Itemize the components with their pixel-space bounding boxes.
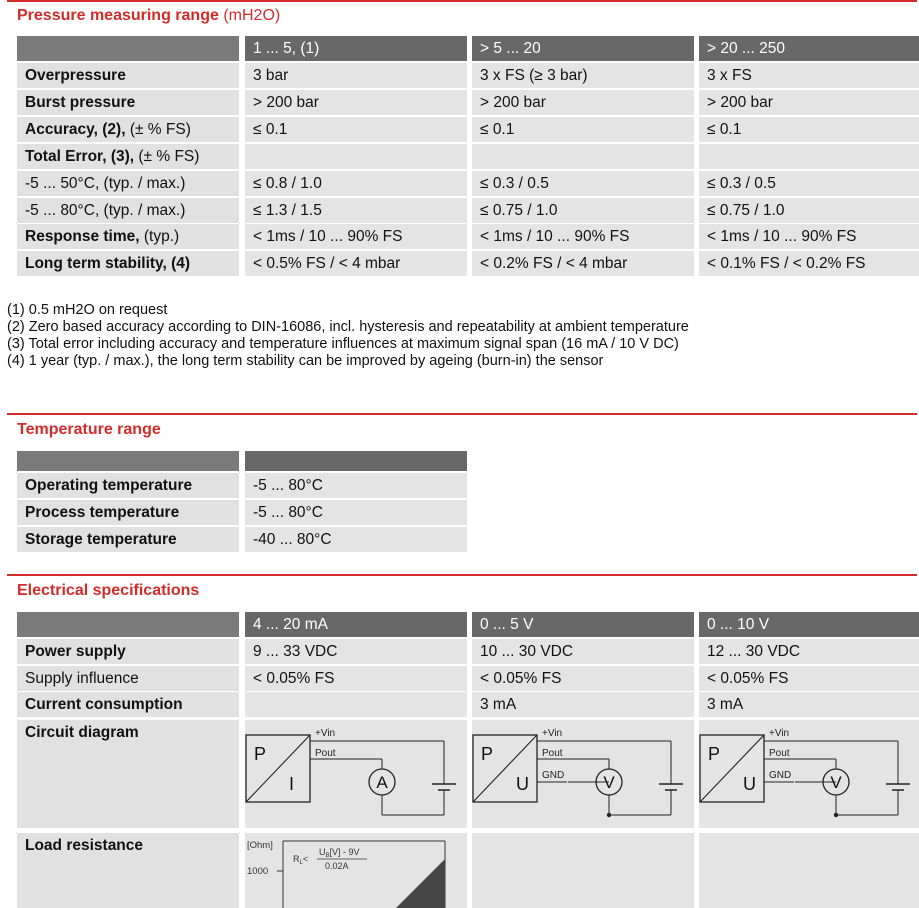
footnote: (4) 1 year (typ. / max.), the long term stability can be improved by ageing (burn-in) the sensor: [7, 353, 604, 369]
temperature-section: [7, 413, 917, 555]
header-blank: [245, 451, 467, 471]
value-cell: ≤ 0.3 / 0.5: [472, 171, 694, 196]
value-cell: ≤ 0.1: [472, 117, 694, 142]
chart-unit: [Ohm]: [247, 840, 273, 851]
value-cell: -40 ... 80°C: [245, 527, 467, 552]
value-cell: < 0.05% FS: [699, 666, 919, 691]
circuit-p: P: [481, 744, 494, 764]
meter-icon: V: [603, 773, 615, 792]
circuit-cell: [245, 720, 467, 828]
row-label: Burst pressure: [17, 90, 239, 115]
value-cell: ≤ 0.8 / 1.0: [245, 171, 467, 196]
value-cell: < 1ms / 10 ... 90% FS: [699, 224, 919, 249]
row-label: Power supply: [17, 639, 239, 664]
circuit-diagram: [472, 722, 694, 826]
value-cell: ≤ 0.3 / 0.5: [699, 171, 919, 196]
header-blank: [17, 612, 239, 637]
value-cell: 3 mA: [472, 692, 694, 717]
circuit-p: P: [708, 744, 721, 764]
row-label: Overpressure: [17, 63, 239, 88]
value-cell: < 1ms / 10 ... 90% FS: [245, 224, 467, 249]
row-label: Current consumption: [17, 692, 239, 717]
value-cell: < 0.05% FS: [245, 666, 467, 691]
gnd-label: GND: [769, 770, 792, 781]
value-cell: 12 ... 30 VDC: [699, 639, 919, 664]
temperature-section-title: Temperature range: [17, 421, 161, 438]
pressure-section: [7, 0, 917, 282]
row-label: Accuracy, (2), (± % FS): [17, 117, 239, 142]
circuit-cell: [699, 720, 919, 828]
footnotes: [7, 302, 689, 370]
vin-label: +Vin: [542, 728, 563, 739]
header-blank: [17, 36, 239, 61]
electrical-section: [7, 574, 917, 905]
value-cell: 3 x FS (≥ 3 bar): [472, 63, 694, 88]
row-label: -5 ... 80°C, (typ. / max.): [17, 198, 239, 223]
value-cell: [472, 144, 694, 169]
value-cell: 3 mA: [699, 692, 919, 717]
formula-numerator: $U_B[V] - 9V$: [319, 847, 360, 859]
vin-label: +Vin: [769, 728, 790, 739]
value-cell: > 200 bar: [699, 90, 919, 115]
row-label: Supply influence: [17, 666, 239, 691]
footnote: (2) Zero based accuracy according to DIN-16086, incl. hysteresis and repeatability at ambient temperature: [7, 319, 689, 335]
header-blank: [17, 451, 239, 471]
row-label: Response time, (typ.): [17, 224, 239, 249]
row-label: Operating temperature: [17, 473, 239, 498]
row-label: Circuit diagram: [17, 720, 239, 828]
value-cell: > 200 bar: [245, 90, 467, 115]
row-label: Load resistance: [17, 833, 239, 908]
column-header: 0 ... 5 V: [472, 612, 694, 637]
value-cell: ≤ 0.75 / 1.0: [699, 198, 919, 223]
chart-tick: 1000: [247, 866, 269, 877]
circuit-diagram: [245, 722, 467, 826]
value-cell: ≤ 0.1: [245, 117, 467, 142]
value-cell: 9 ... 33 VDC: [245, 639, 467, 664]
value-cell: [699, 144, 919, 169]
vin-label: +Vin: [315, 728, 336, 739]
row-label: -5 ... 50°C, (typ. / max.): [17, 171, 239, 196]
row-label: Process temperature: [17, 500, 239, 525]
value-cell: -5 ... 80°C: [245, 500, 467, 525]
circuit-cell: [472, 720, 694, 828]
row-label: Storage temperature: [17, 527, 239, 552]
value-cell: ≤ 0.75 / 1.0: [472, 198, 694, 223]
circuit-out: U: [743, 774, 756, 794]
column-header: > 5 ... 20: [472, 36, 694, 61]
gnd-label: GND: [542, 770, 565, 781]
pressure-section-title: Pressure measuring range (mH2O): [17, 7, 281, 24]
formula-lhs: $R_L<$: [293, 854, 309, 866]
value-cell: < 1ms / 10 ... 90% FS: [472, 224, 694, 249]
pout-label: Pout: [769, 748, 790, 759]
meter-icon: A: [376, 773, 388, 792]
value-cell: [245, 692, 467, 717]
circuit-p: P: [254, 744, 267, 764]
formula-denominator: 0.02A: [325, 861, 349, 871]
empty-cell: [699, 833, 919, 908]
value-cell: 3 bar: [245, 63, 467, 88]
circuit-out: U: [516, 774, 529, 794]
empty-cell: [472, 833, 694, 908]
footnote: (1) 0.5 mH2O on request: [7, 302, 168, 318]
footnote: (3) Total error including accuracy and temperature influences at maximum signal span (16 mA / 10 V DC): [7, 336, 679, 352]
value-cell: -5 ... 80°C: [245, 473, 467, 498]
load-chart-cell: [245, 833, 467, 908]
column-header: 4 ... 20 mA: [245, 612, 467, 637]
value-cell: [245, 144, 467, 169]
value-cell: < 0.5% FS / < 4 mbar: [245, 251, 467, 276]
value-cell: < 0.1% FS / < 0.2% FS: [699, 251, 919, 276]
circuit-out: I: [289, 774, 295, 794]
meter-icon: V: [830, 773, 842, 792]
pout-label: Pout: [542, 748, 563, 759]
load-resistance-chart: [245, 837, 467, 908]
value-cell: < 0.2% FS / < 4 mbar: [472, 251, 694, 276]
value-cell: < 0.05% FS: [472, 666, 694, 691]
circuit-diagram: [699, 722, 919, 826]
column-header: 0 ... 10 V: [699, 612, 919, 637]
value-cell: ≤ 1.3 / 1.5: [245, 198, 467, 223]
row-label: Total Error, (3), (± % FS): [17, 144, 239, 169]
pout-label: Pout: [315, 748, 336, 759]
column-header: > 20 ... 250: [699, 36, 919, 61]
value-cell: 3 x FS: [699, 63, 919, 88]
value-cell: > 200 bar: [472, 90, 694, 115]
value-cell: ≤ 0.1: [699, 117, 919, 142]
row-label: Long term stability, (4): [17, 251, 239, 276]
value-cell: 10 ... 30 VDC: [472, 639, 694, 664]
electrical-section-title: Electrical specifications: [17, 582, 200, 599]
column-header: 1 ... 5, (1): [245, 36, 467, 61]
chart-area: [395, 859, 445, 908]
